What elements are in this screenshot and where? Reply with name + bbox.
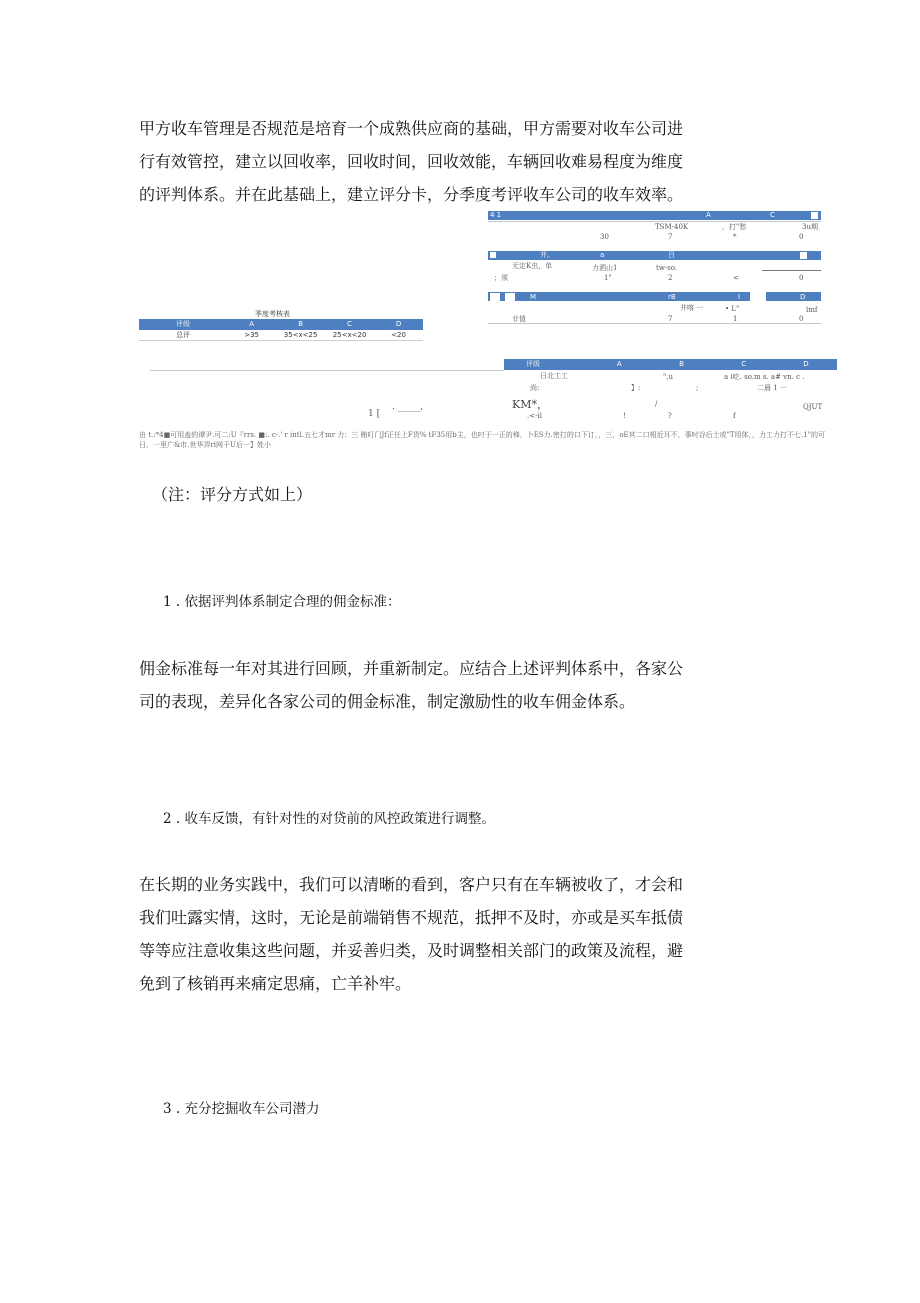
- header-cell: A: [249, 320, 255, 328]
- cell: 0: [799, 315, 804, 323]
- score-table-header: [504, 359, 837, 370]
- square-mark: [811, 212, 818, 219]
- cell: 7: [668, 233, 673, 241]
- header-cell: C: [347, 320, 352, 328]
- quarterly-table-header: [139, 319, 423, 330]
- intro-line: 甲方收车管理是否规范是培育一个成熟供应商的基础，甲方需要对收车公司进: [139, 119, 684, 138]
- square-mark: [490, 252, 496, 258]
- intro-paragraph: [139, 112, 699, 211]
- section-2-heading: 2 . 收车反馈，有针对性的对贷前的风控政策进行调整。: [163, 811, 495, 827]
- cell: 日北工工: [540, 372, 568, 380]
- rule: [762, 270, 821, 271]
- cell: 】:: [631, 384, 641, 392]
- cell: 力洒山1: [592, 264, 618, 272]
- paragraph-line: 我们吐露实情，这时，无论是前端销售不规范，抵押不及时，亦或是买车抵债: [139, 908, 684, 927]
- table-footnote: 由 t.:*4■可用盍的谭尹.可二:U『rrs. ■:. c-.' r intl.五七才mr 力：三 贿叮门Jf正任上F货% tF35用b主，也叼于一正的梯，卜ES力.密打的口下订，，三，oE其二口相近耳不，事吋谷后士或"T用体，，力工力打不七.1"的可日，一里广&市.世华弄ri网千U后一】姓小: [139, 431, 825, 449]
- cell: lmf: [806, 306, 818, 314]
- band-text: M: [530, 293, 537, 301]
- cell: 二晨 1 一: [757, 384, 787, 392]
- square-mark: [490, 293, 500, 301]
- header-cell: C: [741, 360, 747, 368]
- square-mark: [750, 291, 766, 303]
- cell: . _____,: [392, 402, 424, 412]
- table-cell: 35<x<25: [283, 331, 318, 339]
- table-band: [488, 251, 821, 260]
- band-text: 井。: [540, 251, 554, 259]
- square-mark: [800, 252, 807, 259]
- band-text: A: [706, 211, 711, 219]
- table-row: [139, 330, 423, 341]
- cell: 1": [604, 274, 612, 282]
- cell: <: [733, 274, 739, 282]
- header-cell: 评级: [526, 360, 540, 368]
- cell: ;: [696, 384, 699, 392]
- band-text: a: [600, 251, 605, 259]
- band-text: 吕: [668, 251, 675, 259]
- cell: ，打"愁: [722, 223, 747, 231]
- section-2-paragraph: [139, 868, 699, 1000]
- paragraph-line: 司的表现，差异化各家公司的佣金标准，制定激励性的收车佣金体系。: [139, 692, 636, 711]
- rule: [488, 323, 821, 324]
- cell: 2: [668, 274, 673, 282]
- cell: *: [733, 233, 737, 241]
- section-1-heading: 1 . 依据评判体系制定合理的佣金标准：: [163, 594, 401, 610]
- cell: 无定K虫，单: [512, 262, 553, 270]
- cell: • L": [725, 305, 740, 313]
- cell: 0: [799, 274, 804, 282]
- paragraph-line: 免到了核销再来痛定思痛，亡羊补牢。: [139, 974, 412, 993]
- header-cell: D: [395, 320, 402, 328]
- cell: TSM-40K: [655, 223, 689, 231]
- cell: 1: [733, 315, 738, 323]
- square-mark: [505, 293, 515, 301]
- row-label: 总评: [176, 331, 191, 339]
- table-cell: <20: [391, 331, 406, 339]
- cell: tw-so.: [656, 264, 678, 272]
- cell: 3u期: [802, 223, 818, 231]
- header-cell: 评级: [176, 320, 191, 328]
- band-text: 4 1: [490, 211, 502, 219]
- cell: 廿值: [512, 315, 526, 323]
- header-cell: B: [679, 360, 684, 368]
- cell: 尚:: [530, 384, 540, 392]
- cell: !: [623, 412, 626, 420]
- cell: 1 [: [368, 409, 381, 419]
- band-text: C: [770, 211, 775, 219]
- cell: 井喀 一: [680, 304, 704, 312]
- cell: 0: [799, 233, 804, 241]
- band-text: I: [738, 293, 741, 301]
- intro-line: 的评判体系。并在此基础上，建立评分卡，分季度考评收车公司的收车效率。: [139, 185, 684, 204]
- paragraph-line: 等等应注意收集这些问题，并妥善归类，及时调整相关部门的政策及流程，避: [139, 941, 684, 960]
- cell: 7: [668, 315, 673, 323]
- header-cell: D: [803, 360, 809, 368]
- cell: ?: [668, 412, 672, 420]
- band-text: D: [800, 293, 806, 301]
- table-band: [488, 292, 821, 301]
- table-cell: 25<x<20: [332, 331, 367, 339]
- header-cell: A: [616, 360, 622, 368]
- rule: [150, 370, 504, 371]
- cell: f: [733, 412, 736, 420]
- section-3-heading: 3 . 充分挖掘收车公司潜力: [163, 1101, 320, 1117]
- cell: ；须: [494, 274, 508, 282]
- cell: ",u: [663, 373, 673, 381]
- cell: .<-il: [527, 412, 542, 420]
- table-cell: >35: [244, 331, 260, 339]
- cell: 30: [600, 233, 609, 241]
- note: （注：评分方式如上）: [152, 485, 313, 504]
- cell: QJUT: [803, 403, 823, 411]
- section-1-paragraph: [139, 652, 699, 718]
- band-text: rB: [668, 293, 676, 301]
- cell: a i吃. so.m s. a# vn. c .: [724, 373, 805, 381]
- intro-line: 行有效管控，建立以回收率，回收时间，回收效能，车辆回收难易程度为维度: [139, 152, 684, 171]
- paragraph-line: 在长期的业务实践中，我们可以清晰的看到，客户只有在车辆被收了，才会和: [139, 875, 684, 894]
- quarterly-table-title: 季度考核表: [255, 310, 290, 318]
- header-cell: B: [298, 320, 303, 328]
- paragraph-line: 佣金标准每一年对其进行回顾，并重新制定。应结合上述评判体系中，各家公: [139, 659, 684, 678]
- cell: KM*，: [512, 398, 548, 411]
- cell: /: [655, 400, 658, 408]
- rule: [488, 221, 821, 222]
